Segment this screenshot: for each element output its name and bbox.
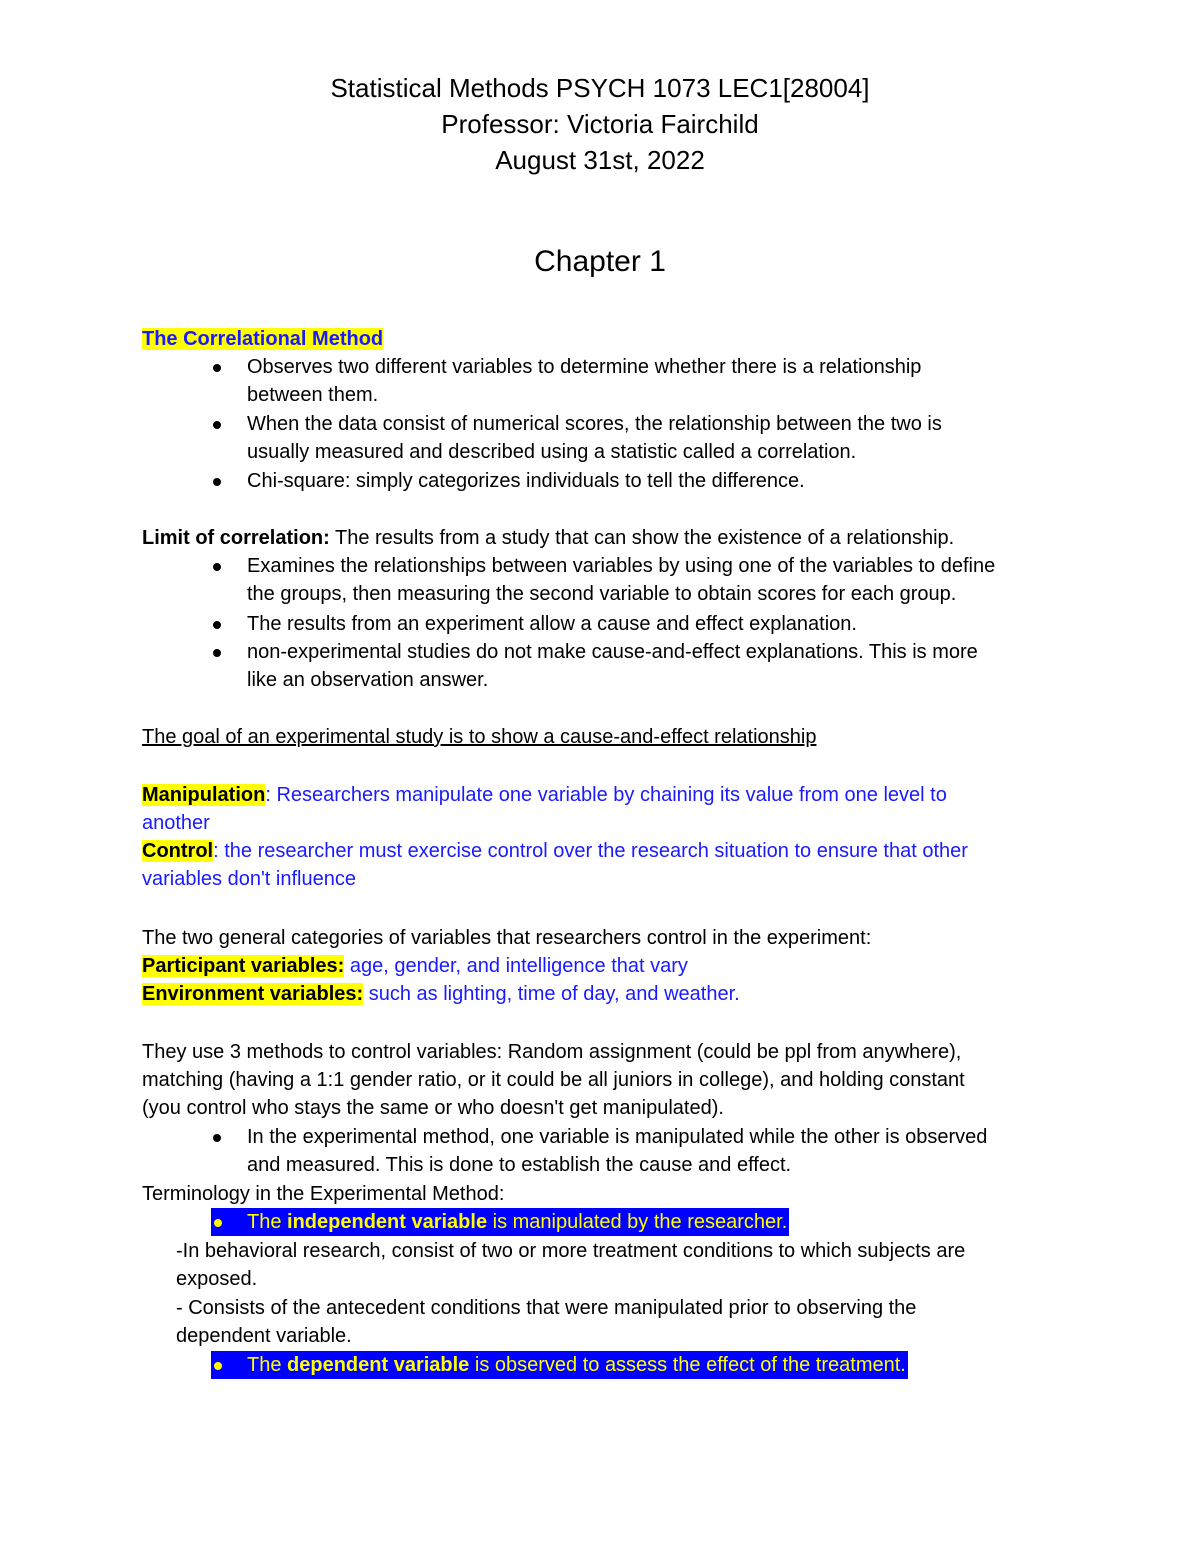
iv-note: - Consists of the antecedent conditions that were manipulated prior to observing the: [176, 1297, 917, 1319]
participant-line: [142, 952, 688, 980]
independent-variable-term: independent variable: [287, 1211, 488, 1233]
list-item: The results from an experiment allow a cause and effect explanation.: [247, 613, 857, 635]
list-item-cont: between them.: [247, 384, 379, 406]
list-item-cont: and measured. This is done to establish the cause and effect.: [247, 1154, 792, 1176]
control-line: Control: the researcher must exercise control over the research situation to ensure that other: [142, 840, 968, 862]
methods-line: matching (having a 1:1 gender ratio, or it could be all juniors in college), and holding constant: [142, 1069, 965, 1091]
manipulation-text: Researchers manipulate one variable by chaining its value from one level to: [270, 784, 947, 806]
list-item: Examines the relationships between variables by using one of the variables to define: [247, 555, 996, 577]
manipulation-label: Manipulation: [142, 784, 266, 806]
correlational-heading: [142, 325, 383, 353]
bullet-icon: [213, 1134, 221, 1142]
methods-line: (you control who stays the same or who doesn't get manipulated).: [142, 1097, 724, 1119]
participant-label: Participant variables:: [142, 955, 345, 977]
bullet-icon: [213, 649, 221, 657]
environment-label: Environment variables:: [142, 983, 364, 1005]
dependent-variable-line: The dependent variable is observed to assess the effect of the treatment.: [211, 1351, 908, 1379]
dependent-variable-term: dependent variable: [287, 1354, 470, 1376]
participant-text: age, gender, and intelligence that vary: [344, 955, 688, 977]
manipulation-line: Manipulation: Researchers manipulate one variable by chaining its value from one level to: [142, 784, 947, 806]
bullet-icon: [213, 621, 221, 629]
list-item-cont: like an observation answer.: [247, 669, 489, 691]
limit-text: The results from a study that can show the existence of a relationship.: [329, 527, 955, 549]
list-item: In the experimental method, one variable is manipulated while the other is observed: [247, 1126, 988, 1148]
environment-line: [142, 980, 740, 1008]
list-item: Observes two different variables to determine whether there is a relationship: [247, 356, 922, 378]
list-item: Chi-square: simply categorizes individuals to tell the difference.: [247, 470, 805, 492]
date-line: August 31st, 2022: [495, 145, 705, 175]
iv-note: exposed.: [176, 1268, 258, 1290]
list-item: When the data consist of numerical scores, the relationship between the two is: [247, 413, 942, 435]
independent-variable-line: The independent variable is manipulated by the researcher.: [211, 1208, 789, 1236]
goal-statement: The goal of an experimental study is to show a cause-and-effect relationship: [142, 726, 817, 748]
bullet-icon: [214, 1362, 222, 1370]
bullet-icon: [213, 563, 221, 571]
limit-paragraph: [142, 524, 954, 552]
list-item-cont: the groups, then measuring the second variable to obtain scores for each group.: [247, 583, 957, 605]
bullet-icon: [213, 478, 221, 486]
chapter-title: Chapter 1: [534, 245, 666, 278]
terminology-heading: Terminology in the Experimental Method:: [142, 1183, 505, 1205]
categories-intro: The two general categories of variables that researchers control in the experiment:: [142, 927, 872, 949]
methods-line: They use 3 methods to control variables: Random assignment (could be ppl from anywhere),: [142, 1041, 962, 1063]
control-text: the researcher must exercise control over the research situation to ensure that other: [218, 840, 968, 862]
environment-text: such as lighting, time of day, and weather.: [363, 983, 740, 1005]
bullet-icon: [214, 1219, 222, 1227]
manipulation-line-cont: another: [142, 812, 210, 834]
control-line-cont: variables don't influence: [142, 868, 356, 890]
correlational-heading-text: The Correlational Method: [142, 328, 384, 350]
list-item: non-experimental studies do not make cause-and-effect explanations. This is more: [247, 641, 978, 663]
course-title: Statistical Methods PSYCH 1073 LEC1[28004]: [330, 73, 870, 103]
iv-note: -In behavioral research, consist of two or more treatment conditions to which subjects are: [176, 1240, 966, 1262]
control-label: Control: [142, 840, 214, 862]
limit-label: Limit of correlation:: [142, 527, 330, 549]
bullet-icon: [213, 364, 221, 372]
list-item-cont: usually measured and described using a statistic called a correlation.: [247, 441, 857, 463]
bullet-icon: [213, 421, 221, 429]
iv-note: dependent variable.: [176, 1325, 352, 1347]
professor-line: Professor: Victoria Fairchild: [441, 109, 759, 139]
